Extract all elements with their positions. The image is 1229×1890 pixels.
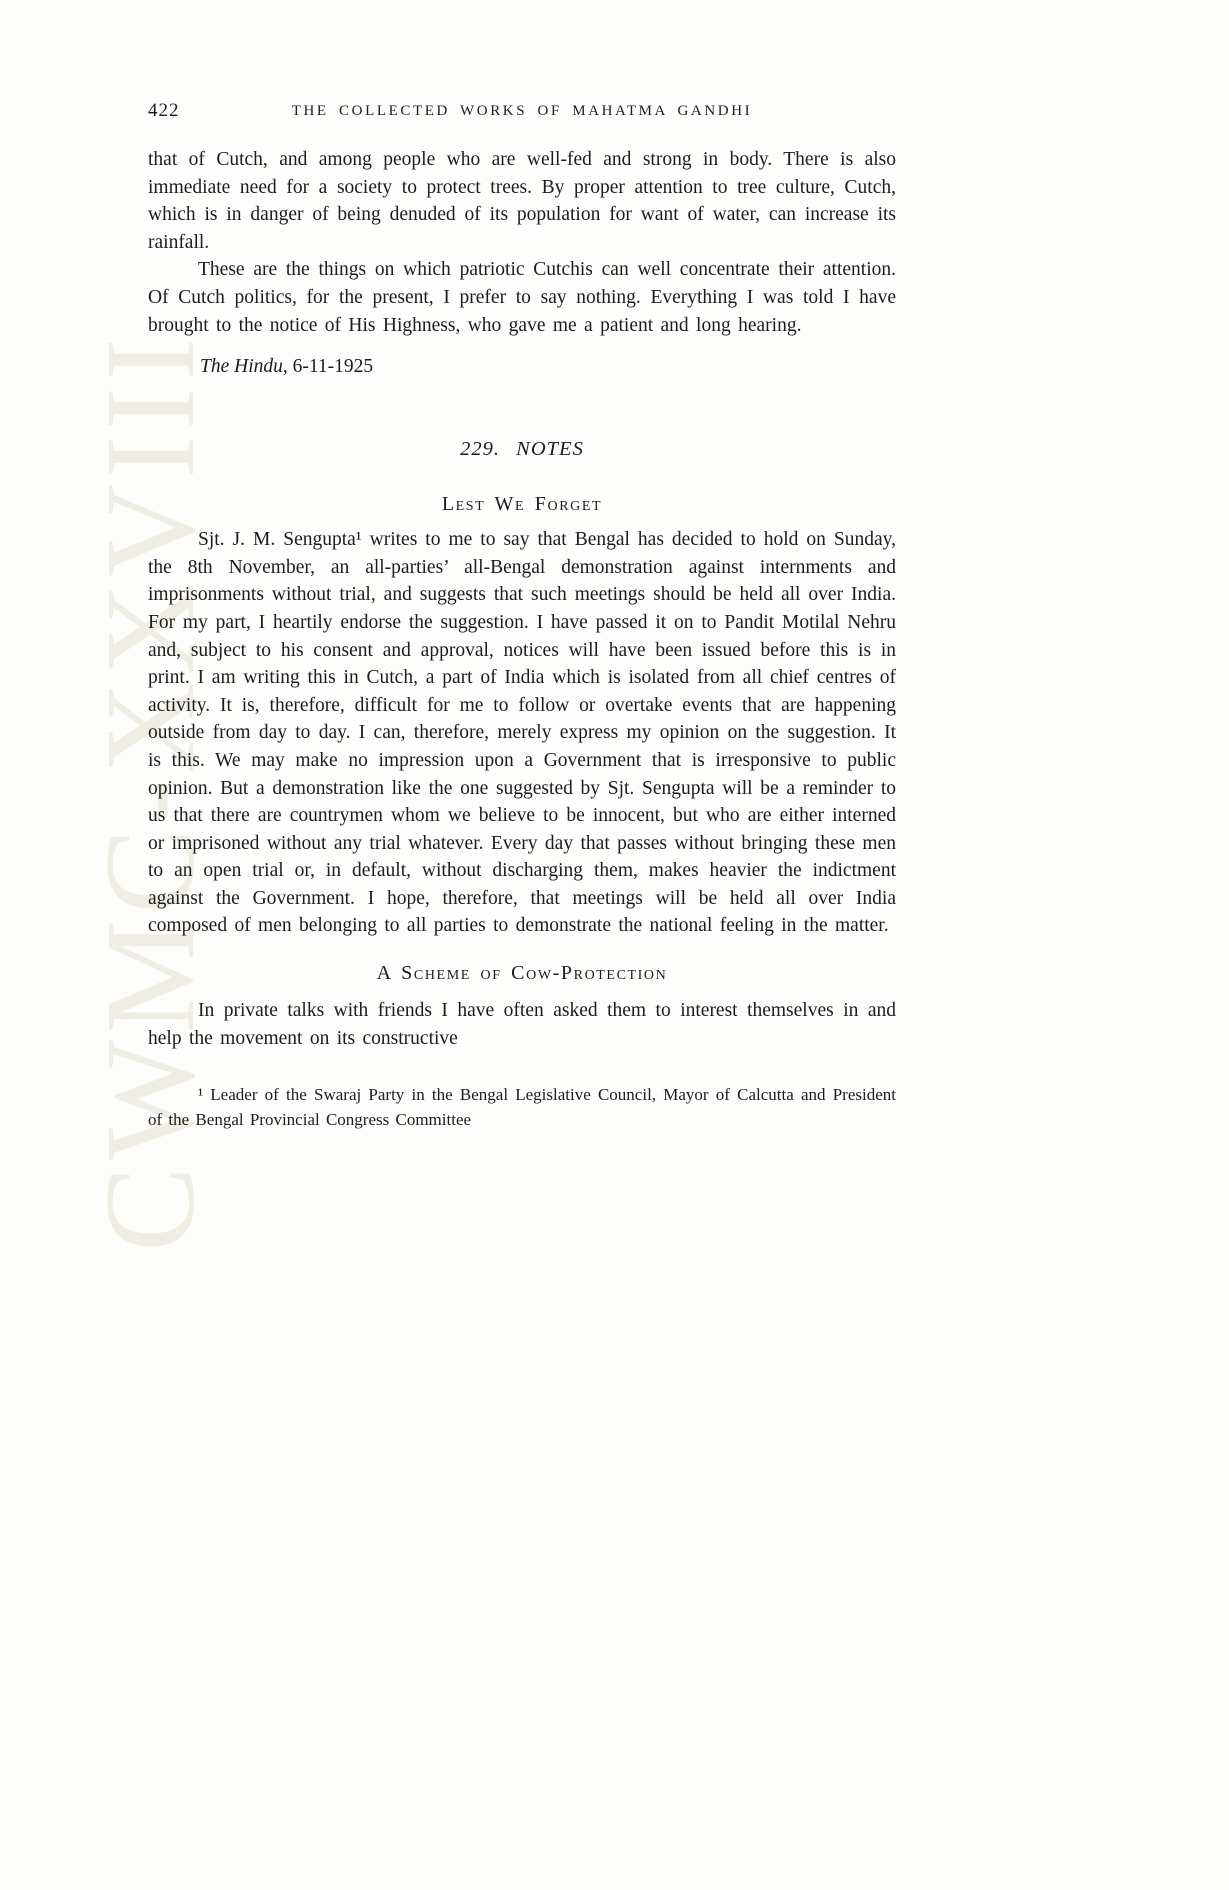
footnote: ¹ Leader of the Swaraj Party in the Bengal Legislative Council, Mayor of Calcutta and President of the Bengal Provincial Congress Committee — [148, 1085, 896, 1130]
running-title: THE COLLECTED WORKS OF MAHATMA GANDHI — [291, 103, 753, 119]
subsection-heading-lest-we-forget: Lest We Forget — [441, 493, 603, 516]
section-title: NOTES — [516, 438, 584, 461]
text-column — [148, 100, 896, 1132]
spine-watermark: CWMC-XXVIII — [79, 332, 221, 1252]
paragraph-continuation: that of Cutch, and among people who are well-fed and strong in body. There is also immediate need for a society to protect trees. By proper attention to tree culture, Cutch, which is in danger of being denuded of its population for want of water, can increase its rainfall. — [148, 149, 896, 253]
source-line — [200, 353, 896, 380]
section-number: 229. — [460, 438, 501, 461]
paragraph-cow-protection: In private talks with friends I have often asked them to interest themselves in and help the movement on its constructive — [148, 1000, 896, 1049]
page-number: 422 — [148, 100, 180, 121]
paragraph-these-things: These are the things on which patriotic Cutchis can well concentrate their attention. Of Cutch politics, for the present, I prefer to say nothing. Everything I was told I have brought to the notice of His Highness, who gave me a patient and long hearing. — [148, 259, 896, 336]
running-header — [148, 100, 896, 130]
source-work-title: The Hindu — [200, 356, 283, 378]
paragraph-lest-we-forget: Sjt. J. M. Sengupta¹ writes to me to say that Bengal has decided to hold on Sunday, the 8th November, an all-parties’ all-Bengal demonstration against internments and imprisonments without trial, and suggests that such meetings should be held all over India. For my part, I heartily endorse the suggestion. I have passed it on to Pandit Motilal Nehru and, subject to his consent and approval, notices will have been issued before this is in print. I am writing this in Cutch, a part of India which is isolated from all chief centres of activity. It is, therefore, difficult for me to follow or overtake events that are happening outside from day to day. I can, therefore, merely express my opinion on the suggestion. It is this. We may make no impression upon a Government that is irresponsive to public opinion. But a demonstration like the one suggested by Sjt. Sengupta will be a reminder to us that there are countrymen whom we believe to be innocent, but who are either interned or imprisoned without any trial whatever. Every day that passes without bringing these men to an open trial or, in default, without discharging them, makes heavier the indictment against the Government. I hope, therefore, that meetings will be held all over India composed of men belonging to all parties to demonstrate the national feeling in the matter. — [148, 529, 896, 937]
source-date: , 6-11-1925 — [282, 356, 374, 378]
subsection-heading-cow-protection: A Scheme of Cow-Protection — [376, 962, 668, 985]
section-heading — [148, 438, 896, 461]
